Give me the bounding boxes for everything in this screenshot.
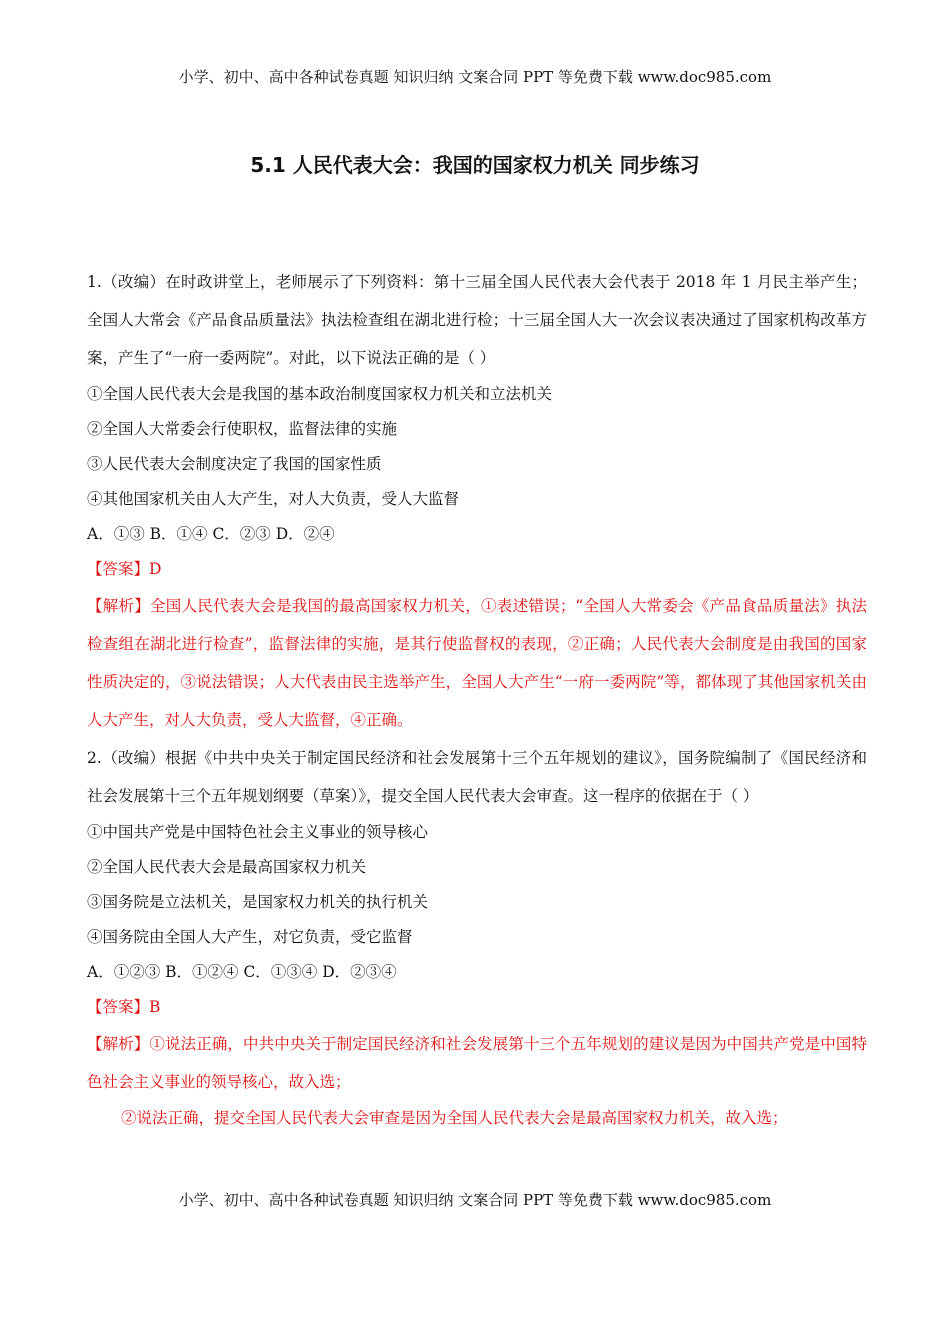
statement-item: ②全国人大常委会行使职权，监督法律的实施 (87, 420, 398, 438)
answer-label: 【答案】D (87, 560, 162, 578)
statement-item: ②全国人民代表大会是最高国家权力机关 (87, 858, 367, 876)
question-stem: 2.（改编）根据《中共中央关于制定国民经济和社会发展第十三个五年规划的建议》，国务院编制了《国民经济和社会发展第十三个五年规划纲要（草案）》，提交全国人民代表大会审查。这一程序的依据在于（ ） (87, 749, 867, 805)
statement-item: ①中国共产党是中国特色社会主义事业的领导核心 (87, 823, 429, 841)
statement-item: ③人民代表大会制度决定了我国的国家性质 (87, 455, 382, 473)
question-2 (87, 739, 867, 1136)
statement-item: ④其他国家机关由人大产生，对人大负责，受人大监督 (87, 490, 460, 508)
document-body (87, 263, 867, 1136)
analysis-text: 【解析】全国人民代表大会是我国的最高国家权力机关，①表述错误；“全国人大常委会《产品食品质量法》执法检查组在湖北进行检查”，监督法律的实施，是其行使监督权的表现，②正确；人民代表大会制度是由我国的国家性质决定的，③说法错误；人大代表由民主选举产生，全国人大产生“一府一委两院”等，都体现了其他国家机关由人大产生，对人大负责，受人大监督，④正确。 (87, 597, 867, 729)
answer-label: 【答案】B (87, 998, 161, 1016)
page-header: 小学、初中、高中各种试卷真题 知识归纳 文案合同 PPT 等免费下载 www.doc985.com (178, 68, 772, 86)
page-footer: 小学、初中、高中各种试卷真题 知识归纳 文案合同 PPT 等免费下载 www.doc985.com (178, 1191, 772, 1209)
answer-options: A．①③ B．①④ C．②③ D．②④ (87, 525, 335, 543)
statement-item: ③国务院是立法机关，是国家权力机关的执行机关 (87, 893, 429, 911)
statement-item: ④国务院由全国人大产生，对它负责，受它监督 (87, 928, 413, 946)
statement-item: ①全国人民代表大会是我国的基本政治制度国家权力机关和立法机关 (87, 385, 553, 403)
answer-options: A．①②③ B．①②④ C．①③④ D．②③④ (87, 963, 397, 981)
question-1 (87, 263, 867, 739)
analysis-text: 【解析】①说法正确，中共中央关于制定国民经济和社会发展第十三个五年规划的建议是因为中国共产党是中国特色社会主义事业的领导核心，故入选； (87, 1035, 867, 1091)
page-title: 5.1 人民代表大会：我国的国家权力机关 同步练习 (250, 153, 700, 177)
analysis-text: ②说法正确，提交全国人民代表大会审查是因为全国人民代表大会是最高国家权力机关，故入选； (121, 1109, 788, 1127)
question-stem: 1.（改编）在时政讲堂上，老师展示了下列资料：第十三届全国人民代表大会代表于 2018 年 1 月民主举产生；全国人大常会《产品食品质量法》执法检查组在湖北进行检；十三届全国人大一次会议表决通过了国家机构改革方案，产生了“一府一委两院”。对此，以下说法正确的是（ ） (87, 273, 867, 367)
